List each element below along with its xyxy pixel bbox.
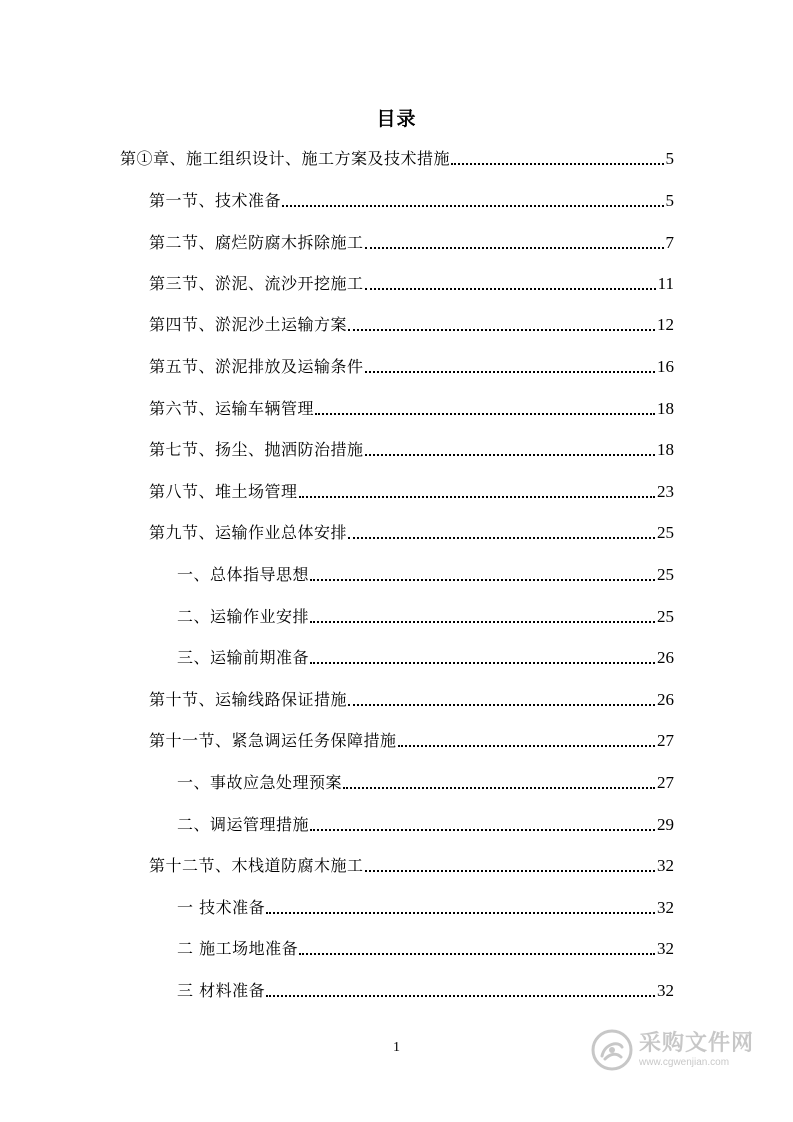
toc-entry-section-11[interactable] bbox=[149, 729, 674, 753]
toc-page-number: 5 bbox=[665, 191, 674, 210]
toc-entry-text: 一 技术准备 bbox=[177, 898, 266, 917]
watermark-name: 采购文件网 bbox=[639, 1030, 755, 1056]
toc-entry-text: 第四节、淤泥沙土运输方案 bbox=[149, 315, 348, 334]
toc-entry-section-9[interactable] bbox=[149, 521, 674, 545]
dot-leader bbox=[343, 787, 655, 789]
toc-page-number: 26 bbox=[657, 690, 674, 709]
toc-page-number: 32 bbox=[657, 856, 674, 875]
dot-leader bbox=[365, 371, 655, 373]
toc-entry-section-7[interactable] bbox=[149, 438, 674, 462]
toc-entry-text: 第①章、施工组织设计、施工方案及技术措施 bbox=[120, 149, 451, 168]
toc-entry-section-8[interactable] bbox=[149, 480, 674, 504]
dot-leader bbox=[365, 454, 655, 456]
toc-page-number: 18 bbox=[657, 399, 674, 418]
dot-leader bbox=[266, 995, 655, 997]
dot-leader bbox=[348, 537, 655, 539]
toc-page-number: 32 bbox=[657, 981, 674, 1000]
toc-entry-section-10[interactable] bbox=[149, 688, 674, 712]
toc-page-number: 18 bbox=[657, 440, 674, 459]
toc-entry-text: 二、运输作业安排 bbox=[177, 607, 310, 626]
toc-entry-text: 第十二节、木栈道防腐木施工 bbox=[149, 856, 364, 875]
dot-leader bbox=[310, 829, 655, 831]
toc-page-number: 27 bbox=[657, 773, 674, 792]
toc-entry-text: 第一节、技术准备 bbox=[149, 191, 282, 210]
toc-entry-subsection-12-1[interactable] bbox=[177, 896, 674, 920]
toc-entry-text: 第二节、腐烂防腐木拆除施工 bbox=[149, 233, 364, 252]
toc-title: 目录 bbox=[376, 108, 417, 130]
toc-page-number: 27 bbox=[657, 731, 674, 750]
toc-entry-text: 第六节、运输车辆管理 bbox=[149, 399, 315, 418]
toc-page-number: 12 bbox=[657, 315, 674, 334]
dot-leader bbox=[348, 704, 655, 706]
toc-entry-text: 第十节、运输线路保证措施 bbox=[149, 690, 348, 709]
toc-entry-text: 第十一节、紧急调运任务保障措施 bbox=[149, 731, 397, 750]
toc-entry-section-3[interactable] bbox=[149, 272, 674, 296]
toc-entry-subsection-11-2[interactable] bbox=[177, 813, 674, 837]
toc-entry-text: 第九节、运输作业总体安排 bbox=[149, 523, 348, 542]
toc-entry-text: 二 施工场地准备 bbox=[177, 939, 299, 958]
dot-leader bbox=[299, 496, 655, 498]
dot-leader bbox=[310, 621, 655, 623]
toc-entry-text: 三、运输前期准备 bbox=[177, 648, 310, 667]
toc-entry-text: 一、总体指导思想 bbox=[177, 565, 310, 584]
toc-page-number: 26 bbox=[657, 648, 674, 667]
toc-entry-section-4[interactable] bbox=[149, 313, 674, 337]
watermark bbox=[591, 1024, 761, 1076]
dot-leader bbox=[451, 163, 663, 165]
toc-entry-section-5[interactable] bbox=[149, 355, 674, 379]
toc-page-number: 16 bbox=[657, 357, 674, 376]
dot-leader bbox=[398, 745, 655, 747]
toc-entry-subsection-12-3[interactable] bbox=[177, 979, 674, 1003]
page-number: 1 bbox=[393, 1040, 400, 1055]
toc-entry-subsection-9-3[interactable] bbox=[177, 646, 674, 670]
dot-leader bbox=[299, 953, 655, 955]
toc-page-number: 11 bbox=[657, 274, 674, 293]
toc-entry-section-1[interactable] bbox=[149, 189, 674, 213]
toc-entry-text: 第七节、扬尘、抛洒防治措施 bbox=[149, 440, 364, 459]
toc-page-number: 32 bbox=[657, 939, 674, 958]
toc-page-number: 23 bbox=[657, 482, 674, 501]
toc-entry-subsection-12-2[interactable] bbox=[177, 937, 674, 961]
toc-entry-section-2[interactable] bbox=[149, 231, 674, 255]
toc-page-number: 29 bbox=[657, 815, 674, 834]
watermark-url: www.cgwenjian.com bbox=[639, 1056, 730, 1068]
toc-entry-text: 第八节、堆土场管理 bbox=[149, 482, 298, 501]
toc-page-number: 32 bbox=[657, 898, 674, 917]
dot-leader bbox=[266, 912, 655, 914]
dot-leader bbox=[365, 288, 656, 290]
toc-page-number: 25 bbox=[657, 607, 674, 626]
toc-entry-chapter-1[interactable] bbox=[120, 147, 674, 171]
toc-entry-subsection-9-2[interactable] bbox=[177, 605, 674, 629]
toc-entry-section-6[interactable] bbox=[149, 397, 674, 421]
toc-entry-text: 三 材料准备 bbox=[177, 981, 266, 1000]
dot-leader bbox=[348, 329, 655, 331]
cgwenjian-logo-icon bbox=[591, 1029, 633, 1071]
toc-page-number: 25 bbox=[657, 523, 674, 542]
toc-entry-subsection-9-1[interactable] bbox=[177, 563, 674, 587]
toc-page-number: 5 bbox=[665, 149, 674, 168]
dot-leader bbox=[310, 662, 655, 664]
toc-entry-section-12[interactable] bbox=[149, 854, 674, 878]
watermark-text bbox=[639, 1030, 755, 1068]
dot-leader bbox=[315, 413, 655, 415]
toc-entry-text: 二、调运管理措施 bbox=[177, 815, 310, 834]
dot-leader bbox=[365, 870, 655, 872]
dot-leader bbox=[310, 579, 655, 581]
toc-page-number: 25 bbox=[657, 565, 674, 584]
toc-entry-text: 第五节、淤泥排放及运输条件 bbox=[149, 357, 364, 376]
toc-entry-subsection-11-1[interactable] bbox=[177, 771, 674, 795]
dot-leader bbox=[282, 205, 663, 207]
dot-leader bbox=[365, 247, 664, 249]
toc-entry-text: 第三节、淤泥、流沙开挖施工 bbox=[149, 274, 364, 293]
toc-entry-text: 一、事故应急处理预案 bbox=[177, 773, 343, 792]
toc-page-number: 7 bbox=[665, 233, 674, 252]
